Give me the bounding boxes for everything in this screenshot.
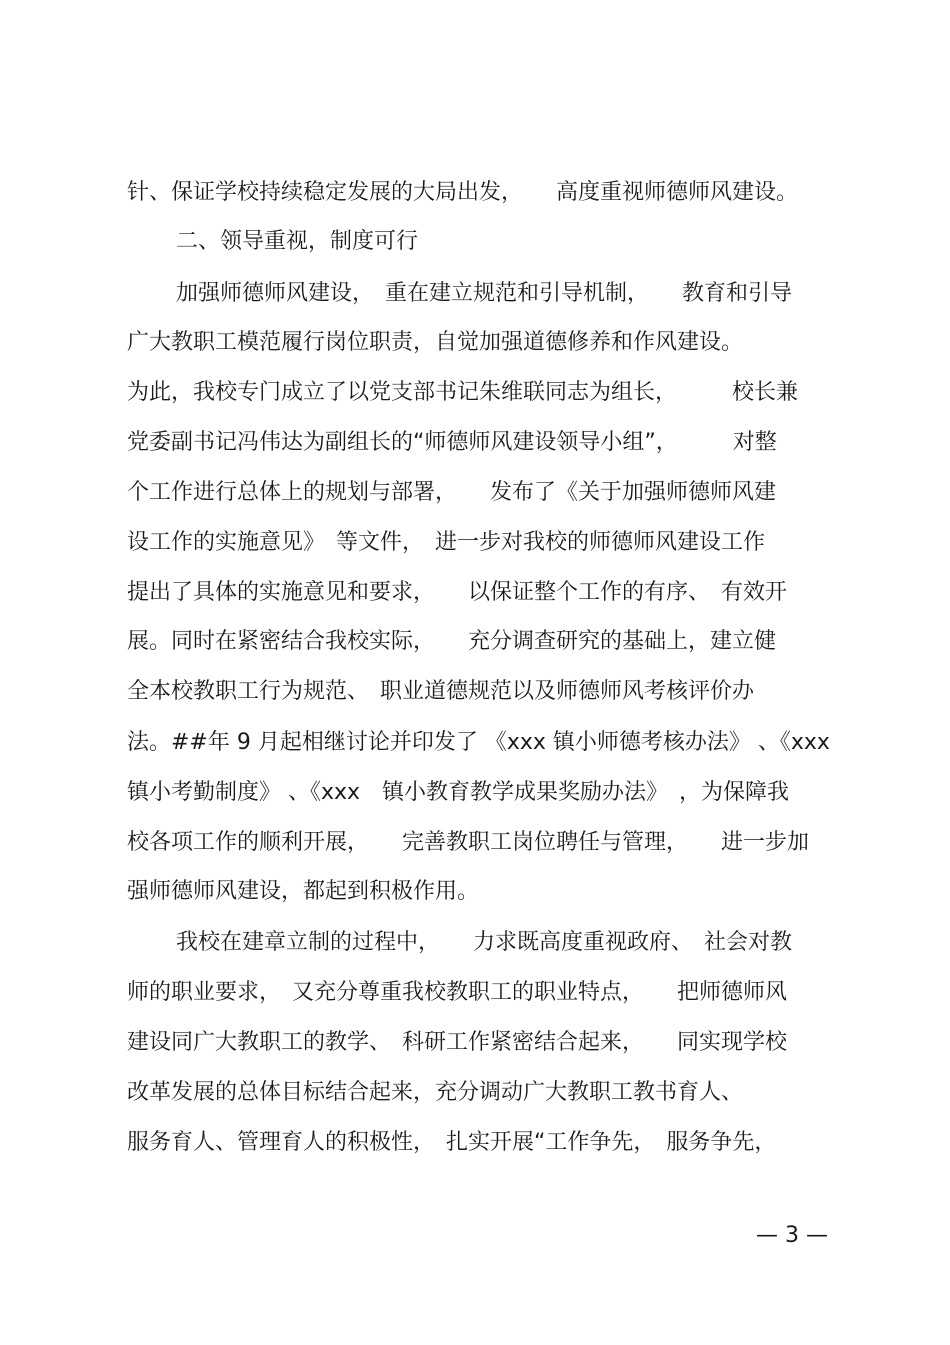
text-line: 为此，我校专门成立了以党支部书记朱维联同志为组长， 校长兼: [127, 380, 799, 405]
text-line: 提出了具体的实施意见和要求， 以保证整个工作的有序、 有效开: [127, 580, 788, 605]
section-heading: 二、领导重视，制度可行: [176, 229, 419, 254]
text-line: 设工作的实施意见》 等文件， 进一步对我校的师德师风建设工作: [127, 530, 766, 555]
text-line: 针、保证学校持续稳定发展的大局出发， 高度重视师德师风建设。: [127, 180, 799, 205]
text-line: 党委副书记冯伟达为副组长的“师德师风建设领导小组”， 对整: [127, 430, 777, 455]
text-line: 师的职业要求， 又充分尊重我校教职工的职业特点， 把师德师风: [127, 980, 788, 1005]
text-line: 法。##年 9 月起相继讨论并印发了 《xxx 镇小师德考核办法》 、《xxx: [127, 730, 830, 755]
text-line: 改革发展的总体目标结合起来，充分调动广大教职工教书育人、: [127, 1080, 744, 1105]
text-line: 广大教职工模范履行岗位职责，自觉加强道德修养和作风建设。: [127, 330, 744, 355]
text-line: 强师德师风建设，都起到积极作用。: [127, 879, 480, 904]
text-line: 我校在建章立制的过程中， 力求既高度重视政府、 社会对教: [176, 930, 793, 955]
text-line: 服务育人、管理育人的积极性， 扎实开展“工作争先， 服务争先，: [127, 1130, 777, 1155]
text-line: 校各项工作的顺利开展， 完善教职工岗位聘任与管理， 进一步加: [127, 830, 810, 855]
text-line: 加强师德师风建设， 重在建立规范和引导机制， 教育和引导: [176, 281, 793, 306]
text-line: 全本校教职工行为规范、 职业道德规范以及师德师风考核评价办: [127, 679, 755, 704]
text-line: 镇小考勤制度》 、《xxx 镇小教育教学成果奖励办法》 ，为保障我: [127, 780, 790, 805]
text-line: 建设同广大教职工的教学、 科研工作紧密结合起来， 同实现学校: [127, 1030, 788, 1055]
page-number: — 3 —: [756, 1223, 828, 1248]
text-line: 展。同时在紧密结合我校实际， 充分调查研究的基础上，建立健: [127, 629, 777, 654]
text-line: 个工作进行总体上的规划与部署， 发布了《关于加强师德师风建: [127, 480, 777, 505]
